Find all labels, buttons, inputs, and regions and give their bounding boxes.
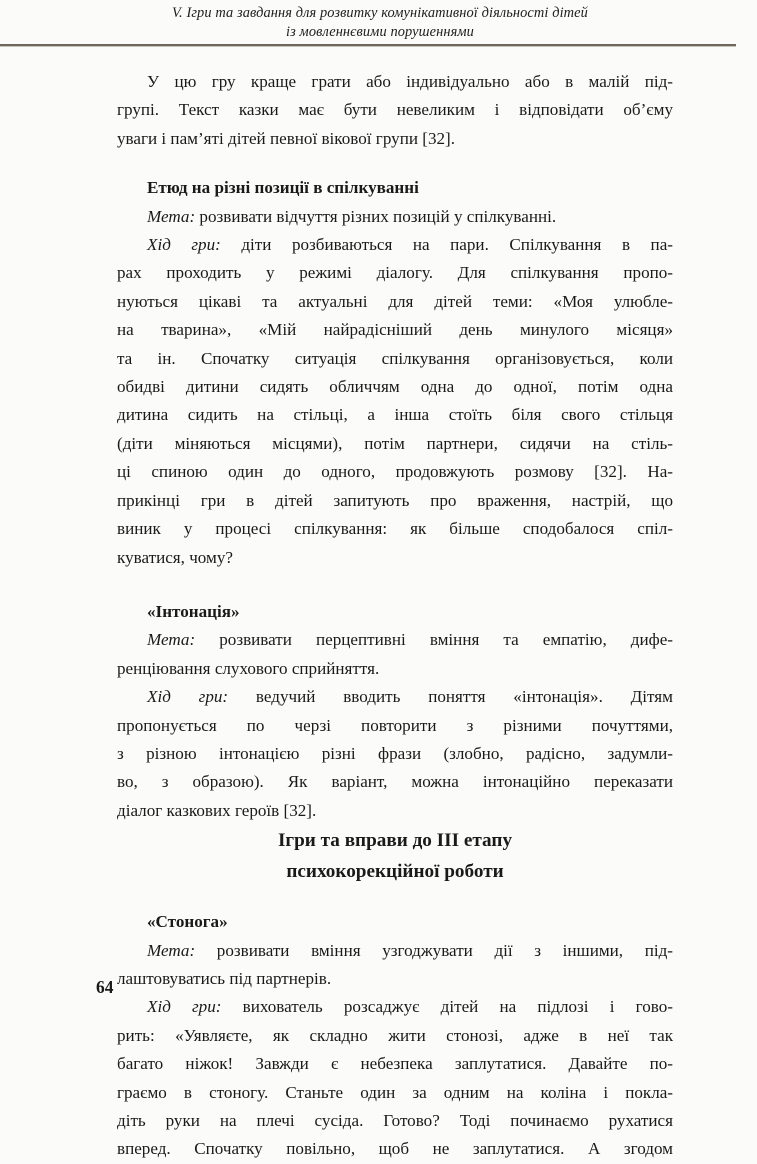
running-head-line-1: V. Ігри та завдання для розвитку комунікативної діяльності дітей (172, 5, 588, 21)
paragraph-etiud-hid (117, 231, 673, 572)
text-line: діти розбиваються на пари. Спілкування в па- (220, 235, 673, 255)
text-line: на тварина», «Мій найрадісніший день минулого місяця» (117, 320, 673, 340)
text-line: групі. Текст казки має бути невеликим і відповідати об’єму (117, 100, 673, 120)
paragraph-intonacia-hid (117, 683, 673, 825)
text-line: вперед. Спочатку повільно, щоб не заплутатися. А згодом (117, 1139, 673, 1159)
running-head-line-2: із мовленнєвими порушеннями (286, 24, 474, 40)
text-line: дитина сидить на стільці, а інша стоїть біля свого стільця (117, 405, 673, 425)
text-line-hid (117, 231, 673, 259)
text-line: ці спиною один до одного, продовжують розмову [32]. На- (117, 462, 673, 482)
text-line: граємо в стоногу. Станьте один за одним на коліна і покла- (117, 1082, 673, 1102)
label-hid-gry: Хід гри: (147, 687, 229, 707)
text-line: рить: «Уявляєте, як складно жити стонозі, адже в неї так (117, 1025, 673, 1045)
label-hid-gry: Хід гри: (147, 235, 221, 255)
section-etiud (117, 174, 673, 231)
label-hid-gry: Хід гри: (147, 997, 222, 1017)
text-line: розвивати вміння узгоджувати дії з іншими, під- (195, 940, 673, 960)
text-column (117, 68, 673, 1164)
running-head (60, 4, 700, 42)
text-line: вихователь розсаджує дітей на підлозі і гово- (221, 997, 673, 1017)
text-line: (діти міняються місцями), потім партнери, сидячи на стіль- (117, 433, 673, 453)
text-line: багато ніжок! Завжди є небезпека заплутатися. Давайте по- (117, 1054, 673, 1074)
text-line: діалог казкових героїв [32]. (117, 800, 317, 820)
text-line: ведучий вводить поняття «інтонація». Дітям (228, 687, 673, 707)
page-number: 64 (96, 977, 114, 997)
text-line: діть руки на плечі сусіда. Готово? Тоді починаємо рухатися (117, 1111, 673, 1130)
text-line: во, з образою). Як варіант, можна інтонаційно переказати (117, 772, 673, 792)
text-line: розвивати перцептивні вміння та емпатію, дифе- (195, 630, 673, 650)
text-line-hid (117, 683, 673, 711)
text-line: з різною інтонацією різні фрази (злобно, радісно, задумли- (117, 743, 673, 763)
text-line: обидві дитини сидять обличчям одна до одної, потім одна (117, 377, 673, 397)
text-line: виник у процесі спілкування: як більше сподобалося спіл- (117, 519, 673, 539)
stage-title (117, 825, 673, 887)
text-line: рах проходить у режимі діалогу. Для спілкування пропо- (117, 263, 673, 283)
label-meta: Мета: (147, 630, 196, 650)
text-line-meta (117, 937, 673, 965)
text-line-hid (117, 993, 673, 1021)
section-heading-intonacia: «Інтонація» (147, 601, 240, 621)
section-heading-stonoga: «Стонога» (147, 912, 228, 932)
text-line: куватися, чому? (117, 547, 233, 567)
section-stonoga (117, 908, 673, 993)
paragraph-stonoga-hid (117, 993, 673, 1163)
text-line: нуються цікаві та актуальні для дітей теми: «Моя улюбле- (117, 291, 673, 311)
text-line: уваги і пам’яті дітей певної вікової групи [32]. (117, 128, 456, 148)
label-meta: Мета: (147, 940, 196, 960)
stage-title-line-2: психокорекційної роботи (286, 861, 504, 883)
section-intonacia (117, 598, 673, 683)
text-line-meta (117, 203, 673, 231)
text-line: прикінці гри в дітей запитують про враження, настрій, що (117, 490, 673, 510)
section-heading-etiud: Етюд на різні позиції в спілкуванні (147, 178, 419, 198)
paragraph-intro (117, 68, 673, 153)
text-line: та ін. Спочатку ситуація спілкування організовується, коли (117, 348, 673, 368)
text-line: ренціювання слухового сприйняття. (117, 658, 380, 678)
text-line: лаштовуватись під партнерів. (117, 968, 332, 988)
text-line: розвивати відчуття різних позицій у спілкуванні. (195, 206, 557, 226)
header-divider-rule (0, 44, 736, 46)
text-line-meta (117, 626, 673, 654)
label-meta: Мета: (147, 206, 196, 226)
text-line: У цю гру краще грати або індивідуально або в малій під- (147, 72, 673, 91)
text-line: пропонується по черзі повторити з різними почуттями, (117, 715, 673, 735)
stage-title-line-1: Ігри та вправи до III етапу (277, 830, 513, 852)
